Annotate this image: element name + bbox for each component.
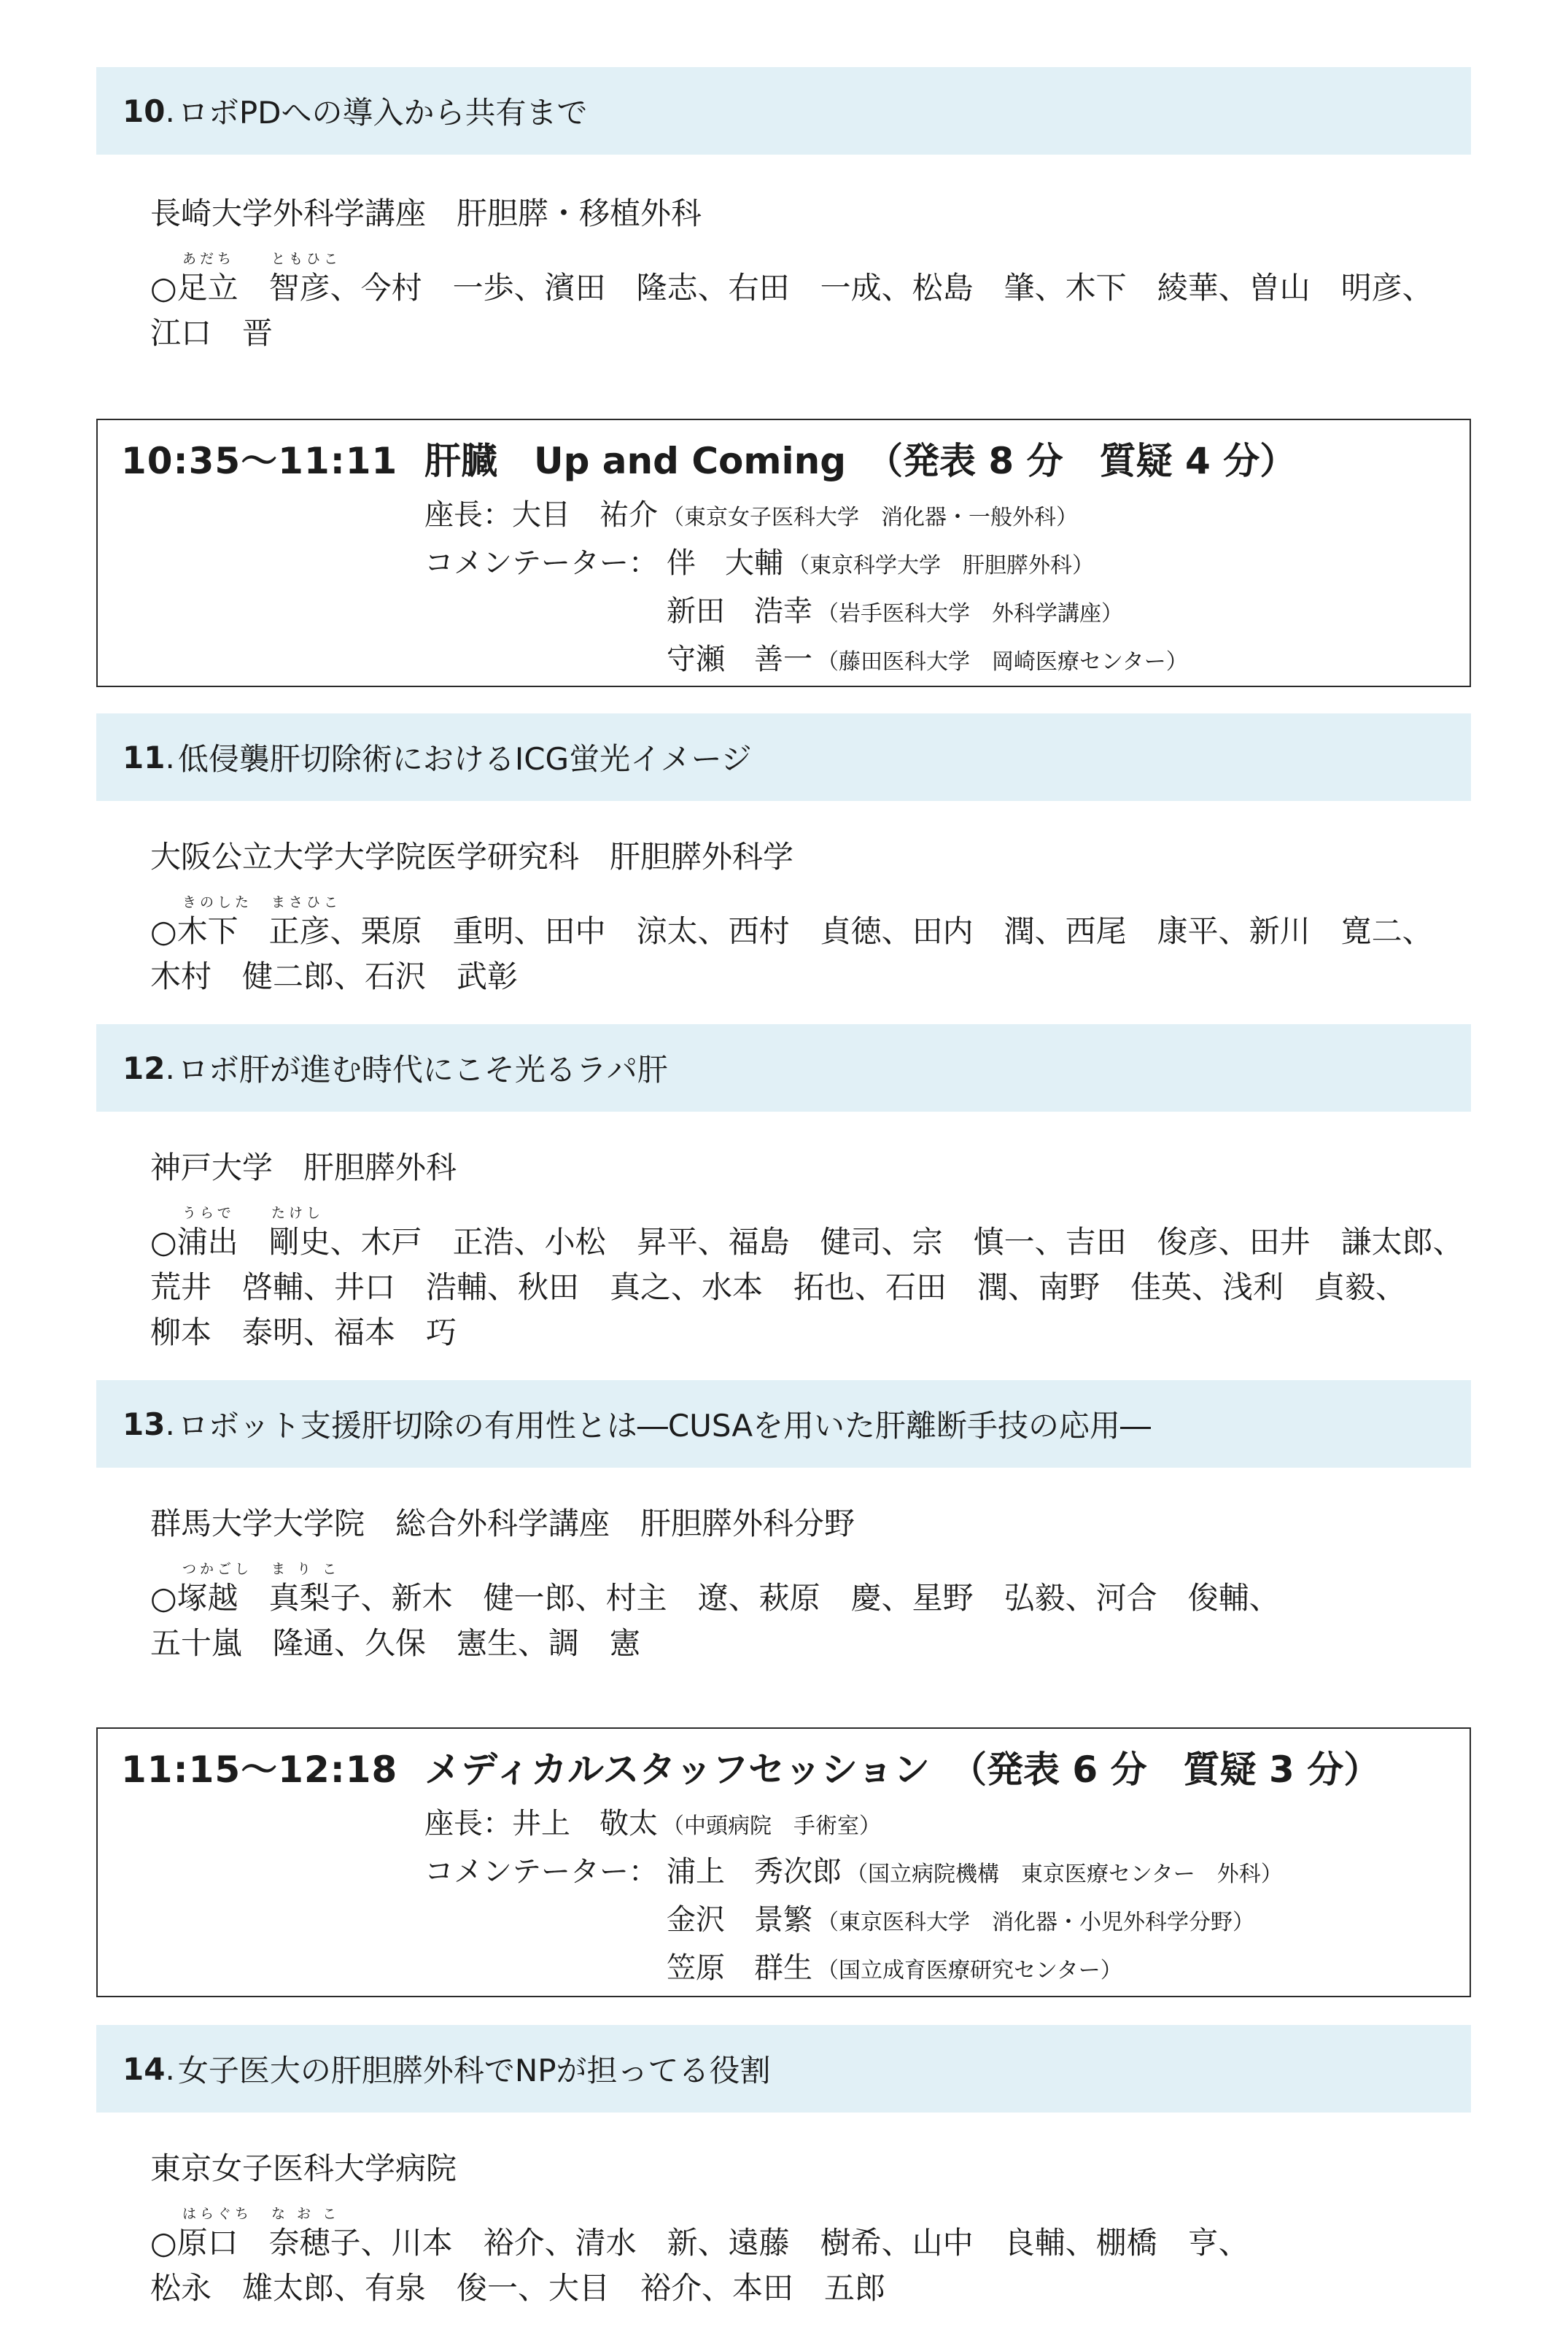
furigana-row	[150, 248, 1463, 266]
authors-line: 松永 雄太郎、有泉 俊一、大目 裕介、本田 五郎	[150, 2270, 886, 2306]
authors-line: 木村 健二郎、石沢 武彰	[150, 959, 519, 994]
commentator-name: 笠原 群生	[667, 1951, 812, 1985]
presentation-body-13	[150, 1506, 1463, 1666]
chair-name: 大目 祐介	[512, 498, 658, 532]
chair-role: 座長：	[424, 1807, 512, 1840]
commentator-line	[667, 588, 1123, 630]
furigana-given-name: たけし	[271, 1205, 325, 1221]
presentation-body-10	[150, 195, 1463, 356]
presentation-title: ロボット支援肝切除の有用性とは―CUSAを用いた肝離断手技の応用―	[177, 1408, 1152, 1444]
presentation-body-11	[150, 839, 1463, 999]
session-name: 肝臓 Up and Coming	[424, 440, 847, 482]
session-box-medical-staff	[96, 1727, 1471, 1997]
session-title	[424, 1740, 1380, 1793]
session-format: （発表 6 分 質疑 3 分）	[950, 1749, 1381, 1791]
session-format: （発表 8 分 質疑 4 分）	[866, 440, 1297, 482]
furigana-surname: きのした	[182, 894, 253, 910]
presentation-body-12	[150, 1150, 1463, 1355]
affiliation: 東京女子医科大学病院	[150, 2150, 457, 2186]
commentator-name: 金沢 景繁	[667, 1903, 812, 1937]
chair-line	[424, 1800, 881, 1842]
commentator-line	[667, 1848, 1283, 1890]
presentation-title: ロボ肝が進む時代にこそ光るラパ肝	[177, 1052, 668, 1088]
chair-role: 座長：	[424, 498, 512, 532]
presentation-header-10: 10 . ロボPDへの導入から共有まで	[96, 67, 1471, 155]
commentator-line	[667, 1897, 1254, 1938]
commentator-role: コメンテーター：	[424, 546, 658, 580]
author-list	[150, 891, 1463, 999]
furigana-row	[150, 1202, 1463, 1220]
presentation-number: 13	[123, 1406, 166, 1442]
author-list	[150, 2203, 1463, 2311]
affiliation: 大阪公立大学大学院医学研究科 肝胆膵外科学	[150, 839, 794, 875]
presentation-number: 12	[123, 1050, 166, 1086]
furigana-given-name: まさひこ	[271, 894, 342, 910]
presentation-header-11: 11 . 低侵襲肝切除術におけるICG蛍光イメージ	[96, 713, 1471, 801]
commentator-line	[667, 1945, 1122, 1986]
session-box-up-and-coming	[96, 419, 1471, 687]
furigana-surname: うらで	[182, 1205, 235, 1221]
commentator-line	[667, 540, 1094, 581]
furigana-row	[150, 1558, 1463, 1576]
furigana-surname: つかごし	[182, 1561, 253, 1577]
commentator-name: 伴 大輔	[667, 546, 783, 580]
presentation-title: 低侵襲肝切除術におけるICG蛍光イメージ	[177, 741, 752, 777]
commentator-name: 浦上 秀次郎	[667, 1855, 842, 1889]
affiliation: 群馬大学大学院 総合外科学講座 肝胆膵外科分野	[150, 1506, 855, 1541]
commentator-org: （国立成育医療研究センター）	[817, 1958, 1122, 1983]
commentator-role: コメンテーター：	[424, 1855, 658, 1889]
author-list	[150, 1558, 1463, 1666]
chair-line	[424, 492, 1078, 533]
furigana-surname: はらぐち	[182, 2206, 253, 2222]
affiliation: 長崎大学外科学講座 肝胆膵・移植外科	[150, 195, 702, 231]
presentation-title: ロボPDへの導入から共有まで	[177, 95, 588, 131]
furigana-row	[150, 891, 1463, 909]
authors-line: ○足立 智彦、今村 一歩、濱田 隆志、右田 一成、松島 肇、木下 綾華、曽山 明彦、	[150, 270, 1433, 306]
authors-line: 柳本 泰明、福本 巧	[150, 1314, 457, 1350]
authors-line: 荒井 啓輔、井口 浩輔、秋田 真之、水本 拓也、石田 潤、南野 佳英、浅利 貞毅、	[150, 1269, 1407, 1305]
commentator-name: 新田 浩幸	[667, 595, 812, 628]
chair-org: （東京女子医科大学 消化器・一般外科）	[662, 505, 1078, 530]
authors-line: ○原口 奈穂子、川本 裕介、清水 新、遠藤 樹希、山中 良輔、棚橋 亨、	[150, 2225, 1249, 2261]
authors-line: 五十嵐 隆通、久保 憲生、調 憲	[150, 1625, 641, 1661]
author-list	[150, 248, 1463, 356]
session-title	[424, 432, 1296, 484]
furigana-surname: あだち	[182, 251, 236, 267]
presentation-number: 14	[123, 2051, 166, 2087]
authors-line: ○木下 正彦、栗原 重明、田中 涼太、西村 貞徳、田内 潤、西尾 康平、新川 寛二、	[150, 913, 1433, 949]
commentator-org: （藤田医科大学 岡崎医療センター）	[817, 649, 1188, 675]
commentator-org: （岩手医科大学 外科学講座）	[817, 601, 1123, 627]
presentation-header-12: 12 . ロボ肝が進む時代にこそ光るラパ肝	[96, 1024, 1471, 1112]
session-time: 10:35〜11:11	[121, 440, 398, 482]
commentator-org: （東京科学大学 肝胆膵外科）	[788, 553, 1094, 578]
presentation-body-14	[150, 2150, 1463, 2311]
authors-line: 江口 晋	[150, 315, 273, 351]
affiliation: 神戸大学 肝胆膵外科	[150, 1150, 457, 1185]
authors-line: ○塚越 真梨子、新木 健一郎、村主 遼、萩原 慶、星野 弘毅、河合 俊輔、	[150, 1580, 1280, 1616]
session-name: メディカルスタッフセッション	[424, 1749, 930, 1791]
presentation-title: 女子医大の肝胆膵外科でNPが担ってる役割	[177, 2053, 771, 2088]
furigana-given-name: ともひこ	[271, 251, 342, 267]
author-list	[150, 1202, 1463, 1355]
presentation-header-13: 13 . ロボット支援肝切除の有用性とは―CUSAを用いた肝離断手技の応用―	[96, 1380, 1471, 1468]
authors-line: ○浦出 剛史、木戸 正浩、小松 昇平、福島 健司、宗 慎一、吉田 俊彦、田井 謙太郎、	[150, 1224, 1464, 1260]
commentator-line	[667, 636, 1188, 678]
furigana-given-name: な お こ	[271, 2206, 341, 2222]
commentator-name: 守瀬 善一	[667, 643, 812, 676]
furigana-row	[150, 2203, 1463, 2220]
presentation-number: 10	[123, 93, 166, 129]
chair-name: 井上 敬太	[512, 1807, 658, 1840]
furigana-given-name: ま り こ	[271, 1561, 341, 1577]
chair-org: （中頭病院 手術室）	[662, 1813, 881, 1839]
session-time: 11:15〜12:18	[121, 1749, 398, 1791]
presentation-header-14: 14 . 女子医大の肝胆膵外科でNPが担ってる役割	[96, 2025, 1471, 2113]
presentation-number: 11	[123, 739, 166, 775]
commentator-org: （国立病院機構 東京医療センター 外科）	[846, 1862, 1283, 1887]
commentator-org: （東京医科大学 消化器・小児外科学分野）	[817, 1910, 1254, 1935]
